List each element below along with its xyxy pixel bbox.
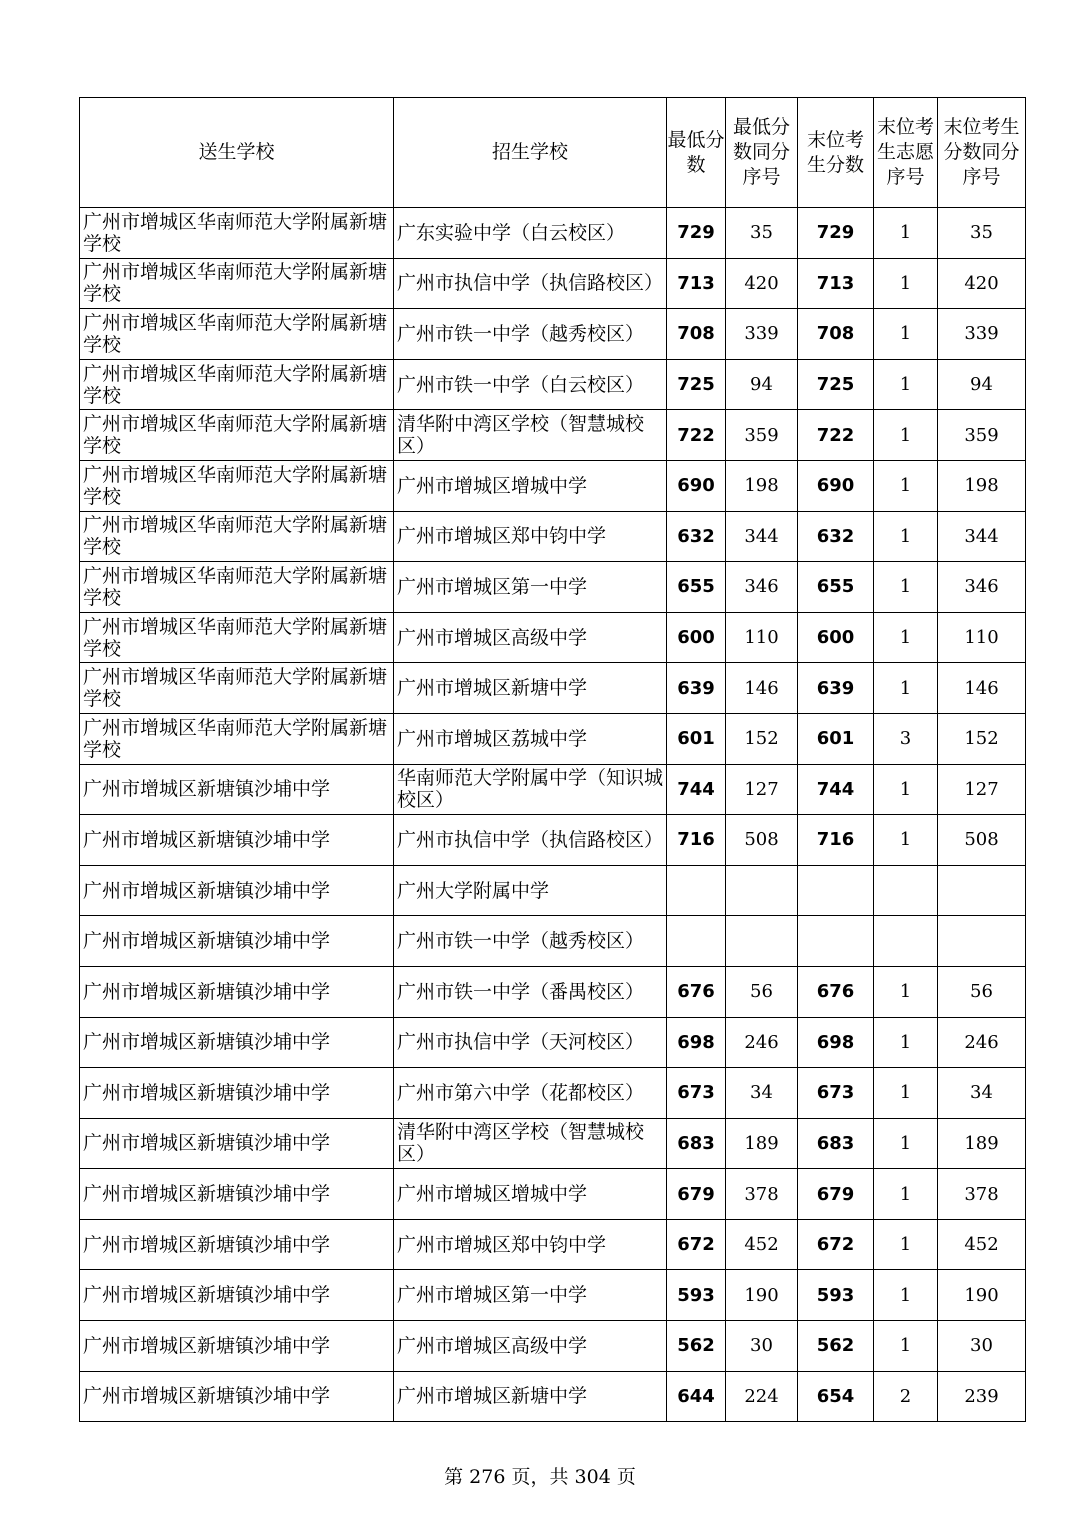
cell-sender-school: 广州市增城区华南师范大学附属新塘学校 xyxy=(80,663,394,714)
cell-last-score: 744 xyxy=(798,764,874,815)
cell-last-score: 601 xyxy=(798,713,874,764)
cell-last-tie-no: 110 xyxy=(938,612,1026,663)
cell-last-wish-no: 1 xyxy=(874,1321,938,1372)
table-row xyxy=(80,1118,1026,1169)
cell-last-wish-no: 1 xyxy=(874,764,938,815)
cell-min-score-tie-no: 508 xyxy=(726,815,798,866)
cell-min-score: 562 xyxy=(667,1321,726,1372)
cell-sender-school: 广州市增城区华南师范大学附属新塘学校 xyxy=(80,309,394,360)
table-row xyxy=(80,1219,1026,1270)
cell-last-score: 713 xyxy=(798,258,874,309)
cell-recruiting-school: 广州市增城区郑中钧中学 xyxy=(394,1219,667,1270)
table-row xyxy=(80,764,1026,815)
cell-recruiting-school: 广州市铁一中学（越秀校区） xyxy=(394,916,667,967)
cell-last-wish-no: 1 xyxy=(874,612,938,663)
cell-min-score: 676 xyxy=(667,966,726,1017)
cell-recruiting-school: 广州大学附属中学 xyxy=(394,865,667,916)
cell-last-wish-no: 1 xyxy=(874,1017,938,1068)
cell-last-score: 600 xyxy=(798,612,874,663)
cell-sender-school: 广州市增城区华南师范大学附属新塘学校 xyxy=(80,258,394,309)
cell-min-score-tie-no: 344 xyxy=(726,511,798,562)
cell-last-wish-no xyxy=(874,916,938,967)
cell-min-score-tie-no: 452 xyxy=(726,1219,798,1270)
table-row xyxy=(80,359,1026,410)
cell-recruiting-school: 广东实验中学（白云校区） xyxy=(394,208,667,259)
header-last-score: 末位考生分数 xyxy=(798,98,874,208)
cell-sender-school: 广州市增城区华南师范大学附属新塘学校 xyxy=(80,511,394,562)
cell-last-tie-no: 198 xyxy=(938,460,1026,511)
cell-last-tie-no: 246 xyxy=(938,1017,1026,1068)
cell-recruiting-school: 广州市执信中学（执信路校区） xyxy=(394,815,667,866)
table-row xyxy=(80,663,1026,714)
cell-recruiting-school: 广州市增城区高级中学 xyxy=(394,1321,667,1372)
cell-min-score-tie-no: 56 xyxy=(726,966,798,1017)
cell-min-score-tie-no: 30 xyxy=(726,1321,798,1372)
cell-last-wish-no: 1 xyxy=(874,1068,938,1119)
cell-sender-school: 广州市增城区华南师范大学附属新塘学校 xyxy=(80,612,394,663)
cell-last-tie-no: 34 xyxy=(938,1068,1026,1119)
cell-sender-school: 广州市增城区新塘镇沙埔中学 xyxy=(80,865,394,916)
cell-min-score: 593 xyxy=(667,1270,726,1321)
cell-recruiting-school: 广州市增城区增城中学 xyxy=(394,1169,667,1220)
cell-recruiting-school: 广州市增城区第一中学 xyxy=(394,1270,667,1321)
cell-recruiting-school: 广州市增城区郑中钧中学 xyxy=(394,511,667,562)
cell-recruiting-school: 广州市增城区新塘中学 xyxy=(394,1371,667,1422)
cell-min-score-tie-no: 35 xyxy=(726,208,798,259)
cell-sender-school: 广州市增城区新塘镇沙埔中学 xyxy=(80,1219,394,1270)
cell-recruiting-school: 广州市铁一中学（白云校区） xyxy=(394,359,667,410)
cell-sender-school: 广州市增城区新塘镇沙埔中学 xyxy=(80,916,394,967)
cell-min-score-tie-no: 346 xyxy=(726,562,798,613)
cell-recruiting-school: 广州市铁一中学（番禺校区） xyxy=(394,966,667,1017)
cell-last-tie-no: 378 xyxy=(938,1169,1026,1220)
cell-sender-school: 广州市增城区华南师范大学附属新塘学校 xyxy=(80,359,394,410)
header-min-score-tie-no: 最低分数同分序号 xyxy=(726,98,798,208)
cell-last-wish-no: 1 xyxy=(874,460,938,511)
cell-min-score-tie-no: 189 xyxy=(726,1118,798,1169)
cell-min-score: 632 xyxy=(667,511,726,562)
cell-last-wish-no: 1 xyxy=(874,663,938,714)
cell-last-wish-no: 1 xyxy=(874,815,938,866)
cell-last-score: 690 xyxy=(798,460,874,511)
cell-last-tie-no: 94 xyxy=(938,359,1026,410)
cell-last-wish-no: 1 xyxy=(874,1118,938,1169)
cell-last-wish-no: 3 xyxy=(874,713,938,764)
table-row xyxy=(80,916,1026,967)
cell-last-wish-no: 1 xyxy=(874,511,938,562)
cell-last-tie-no: 346 xyxy=(938,562,1026,613)
cell-last-wish-no: 1 xyxy=(874,1270,938,1321)
cell-last-tie-no: 30 xyxy=(938,1321,1026,1372)
cell-last-wish-no: 1 xyxy=(874,309,938,360)
cell-last-wish-no: 1 xyxy=(874,966,938,1017)
cell-last-score: 729 xyxy=(798,208,874,259)
table-row xyxy=(80,1270,1026,1321)
cell-min-score: 672 xyxy=(667,1219,726,1270)
cell-min-score: 722 xyxy=(667,410,726,461)
cell-last-score: 698 xyxy=(798,1017,874,1068)
cell-min-score: 713 xyxy=(667,258,726,309)
cell-min-score: 601 xyxy=(667,713,726,764)
cell-last-tie-no: 35 xyxy=(938,208,1026,259)
cell-min-score: 708 xyxy=(667,309,726,360)
cell-recruiting-school: 广州市执信中学（执信路校区） xyxy=(394,258,667,309)
table-row xyxy=(80,1169,1026,1220)
cell-sender-school: 广州市增城区新塘镇沙埔中学 xyxy=(80,1017,394,1068)
cell-sender-school: 广州市增城区新塘镇沙埔中学 xyxy=(80,1321,394,1372)
table-body xyxy=(80,208,1026,1422)
cell-min-score xyxy=(667,916,726,967)
cell-last-tie-no: 508 xyxy=(938,815,1026,866)
cell-recruiting-school: 广州市增城区荔城中学 xyxy=(394,713,667,764)
cell-last-tie-no: 344 xyxy=(938,511,1026,562)
cell-last-score: 673 xyxy=(798,1068,874,1119)
cell-last-tie-no: 152 xyxy=(938,713,1026,764)
cell-recruiting-school: 清华附中湾区学校（智慧城校区） xyxy=(394,1118,667,1169)
table-row xyxy=(80,208,1026,259)
page-number-footer: 第 276 页，共 304 页 xyxy=(444,1466,636,1488)
cell-last-score: 672 xyxy=(798,1219,874,1270)
cell-min-score: 639 xyxy=(667,663,726,714)
cell-last-score: 632 xyxy=(798,511,874,562)
cell-last-score: 676 xyxy=(798,966,874,1017)
cell-recruiting-school: 广州市增城区高级中学 xyxy=(394,612,667,663)
cell-min-score-tie-no: 378 xyxy=(726,1169,798,1220)
cell-min-score-tie-no: 146 xyxy=(726,663,798,714)
cell-recruiting-school: 广州市铁一中学（越秀校区） xyxy=(394,309,667,360)
header-last-wish-no: 末位考生志愿序号 xyxy=(874,98,938,208)
cell-min-score-tie-no: 339 xyxy=(726,309,798,360)
cell-min-score-tie-no: 198 xyxy=(726,460,798,511)
table-row xyxy=(80,612,1026,663)
cell-min-score: 716 xyxy=(667,815,726,866)
table-row xyxy=(80,1371,1026,1422)
cell-last-tie-no xyxy=(938,865,1026,916)
header-recruiting-school: 招生学校 xyxy=(394,98,667,208)
cell-last-wish-no: 1 xyxy=(874,1219,938,1270)
cell-last-tie-no: 190 xyxy=(938,1270,1026,1321)
cell-last-score: 725 xyxy=(798,359,874,410)
table-row xyxy=(80,562,1026,613)
table-row xyxy=(80,511,1026,562)
table-row xyxy=(80,815,1026,866)
table-row xyxy=(80,309,1026,360)
cell-sender-school: 广州市增城区华南师范大学附属新塘学校 xyxy=(80,208,394,259)
cell-last-score: 593 xyxy=(798,1270,874,1321)
cell-last-score: 708 xyxy=(798,309,874,360)
cell-recruiting-school: 清华附中湾区学校（智慧城校区） xyxy=(394,410,667,461)
cell-min-score: 744 xyxy=(667,764,726,815)
cell-recruiting-school: 广州市增城区增城中学 xyxy=(394,460,667,511)
cell-min-score: 673 xyxy=(667,1068,726,1119)
cell-last-score: 679 xyxy=(798,1169,874,1220)
cell-sender-school: 广州市增城区新塘镇沙埔中学 xyxy=(80,764,394,815)
cell-last-wish-no: 1 xyxy=(874,410,938,461)
cell-min-score-tie-no: 152 xyxy=(726,713,798,764)
cell-min-score-tie-no: 94 xyxy=(726,359,798,410)
cell-recruiting-school: 广州市第六中学（花都校区） xyxy=(394,1068,667,1119)
header-sender-school: 送生学校 xyxy=(80,98,394,208)
cell-min-score: 725 xyxy=(667,359,726,410)
cell-sender-school: 广州市增城区新塘镇沙埔中学 xyxy=(80,1169,394,1220)
header-last-tie-no: 末位考生分数同分序号 xyxy=(938,98,1026,208)
cell-min-score: 729 xyxy=(667,208,726,259)
table-row xyxy=(80,1321,1026,1372)
cell-sender-school: 广州市增城区新塘镇沙埔中学 xyxy=(80,1270,394,1321)
table-row xyxy=(80,258,1026,309)
cell-last-tie-no xyxy=(938,916,1026,967)
cell-last-wish-no: 2 xyxy=(874,1371,938,1422)
cell-last-wish-no: 1 xyxy=(874,208,938,259)
cell-sender-school: 广州市增城区新塘镇沙埔中学 xyxy=(80,1118,394,1169)
cell-last-tie-no: 452 xyxy=(938,1219,1026,1270)
cell-sender-school: 广州市增城区华南师范大学附属新塘学校 xyxy=(80,460,394,511)
cell-last-wish-no xyxy=(874,865,938,916)
table-header-row xyxy=(80,98,1026,208)
cell-sender-school: 广州市增城区新塘镇沙埔中学 xyxy=(80,1068,394,1119)
cell-sender-school: 广州市增城区新塘镇沙埔中学 xyxy=(80,1371,394,1422)
table-row xyxy=(80,460,1026,511)
cell-min-score: 683 xyxy=(667,1118,726,1169)
table-row xyxy=(80,1068,1026,1119)
cell-last-wish-no: 1 xyxy=(874,359,938,410)
cell-last-tie-no: 146 xyxy=(938,663,1026,714)
cell-recruiting-school: 华南师范大学附属中学（知识城校区） xyxy=(394,764,667,815)
cell-min-score-tie-no xyxy=(726,916,798,967)
cell-min-score-tie-no: 127 xyxy=(726,764,798,815)
cell-min-score-tie-no: 34 xyxy=(726,1068,798,1119)
cell-last-tie-no: 127 xyxy=(938,764,1026,815)
table-row xyxy=(80,966,1026,1017)
cell-sender-school: 广州市增城区新塘镇沙埔中学 xyxy=(80,815,394,866)
cell-last-wish-no: 1 xyxy=(874,258,938,309)
cell-min-score: 679 xyxy=(667,1169,726,1220)
cell-last-tie-no: 56 xyxy=(938,966,1026,1017)
cell-min-score-tie-no: 246 xyxy=(726,1017,798,1068)
cell-last-tie-no: 359 xyxy=(938,410,1026,461)
cell-last-score xyxy=(798,916,874,967)
cell-last-score: 562 xyxy=(798,1321,874,1372)
cell-last-tie-no: 189 xyxy=(938,1118,1026,1169)
cell-last-wish-no: 1 xyxy=(874,562,938,613)
table-row xyxy=(80,1017,1026,1068)
cell-last-score: 639 xyxy=(798,663,874,714)
admission-score-table xyxy=(79,97,1026,1422)
cell-min-score: 690 xyxy=(667,460,726,511)
cell-min-score: 600 xyxy=(667,612,726,663)
cell-min-score xyxy=(667,865,726,916)
cell-min-score: 655 xyxy=(667,562,726,613)
cell-last-score: 655 xyxy=(798,562,874,613)
cell-last-score: 722 xyxy=(798,410,874,461)
cell-recruiting-school: 广州市执信中学（天河校区） xyxy=(394,1017,667,1068)
cell-min-score-tie-no: 359 xyxy=(726,410,798,461)
cell-min-score: 698 xyxy=(667,1017,726,1068)
cell-last-score: 654 xyxy=(798,1371,874,1422)
cell-sender-school: 广州市增城区华南师范大学附属新塘学校 xyxy=(80,713,394,764)
cell-sender-school: 广州市增城区华南师范大学附属新塘学校 xyxy=(80,562,394,613)
table-row xyxy=(80,865,1026,916)
cell-min-score-tie-no: 420 xyxy=(726,258,798,309)
cell-last-wish-no: 1 xyxy=(874,1169,938,1220)
cell-recruiting-school: 广州市增城区新塘中学 xyxy=(394,663,667,714)
cell-sender-school: 广州市增城区华南师范大学附属新塘学校 xyxy=(80,410,394,461)
cell-last-score xyxy=(798,865,874,916)
cell-last-tie-no: 239 xyxy=(938,1371,1026,1422)
table-row xyxy=(80,410,1026,461)
cell-last-tie-no: 420 xyxy=(938,258,1026,309)
header-min-score: 最低分数 xyxy=(667,98,726,208)
cell-recruiting-school: 广州市增城区第一中学 xyxy=(394,562,667,613)
cell-last-tie-no: 339 xyxy=(938,309,1026,360)
table-row xyxy=(80,713,1026,764)
cell-last-score: 683 xyxy=(798,1118,874,1169)
cell-min-score-tie-no: 190 xyxy=(726,1270,798,1321)
cell-min-score-tie-no: 224 xyxy=(726,1371,798,1422)
cell-last-score: 716 xyxy=(798,815,874,866)
cell-sender-school: 广州市增城区新塘镇沙埔中学 xyxy=(80,966,394,1017)
cell-min-score-tie-no: 110 xyxy=(726,612,798,663)
cell-min-score: 644 xyxy=(667,1371,726,1422)
cell-min-score-tie-no xyxy=(726,865,798,916)
